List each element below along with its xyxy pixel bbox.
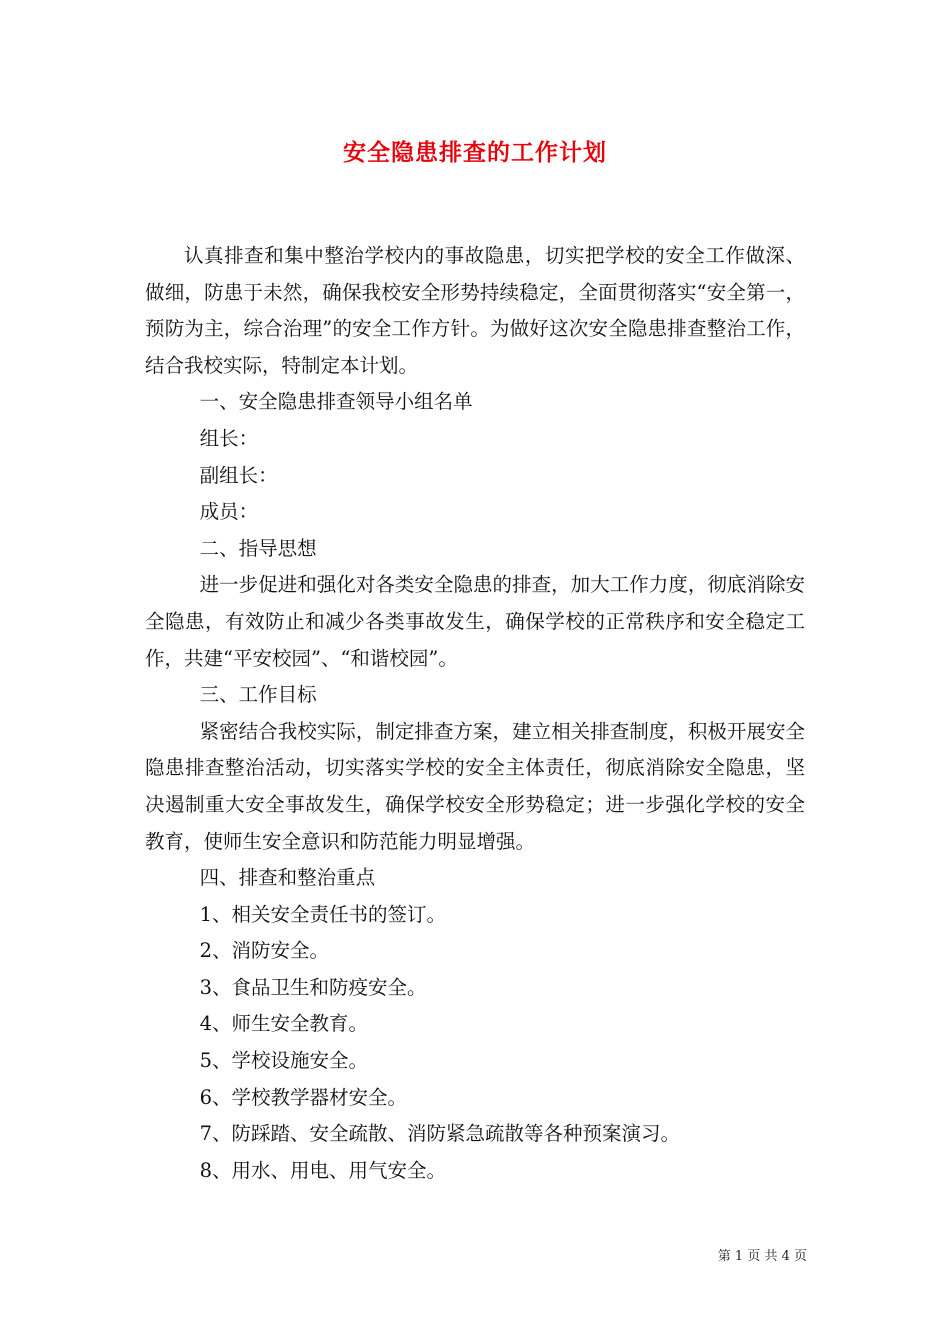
list-item: 3、食品卫生和防疫安全。 <box>199 975 427 999</box>
section-heading-1: 一、安全隐患排查领导小组名单 <box>199 390 473 414</box>
list-item: 5、学校设施安全。 <box>199 1049 369 1073</box>
document-title: 安全隐患排查的工作计划 <box>343 140 607 166</box>
list-item: 4、师生安全教育。 <box>199 1012 369 1036</box>
list-item: 2、消防安全。 <box>199 939 330 963</box>
list-item: 6、学校教学器材安全。 <box>199 1085 408 1109</box>
section-heading-2: 二、指导思想 <box>199 536 317 560</box>
list-item: 1、相关安全责任书的签订。 <box>199 902 447 926</box>
work-goal-paragraph: 紧密结合我校实际，制定排查方案，建立相关排查制度，积极开展安全隐患排查整治活动，切实落实学校的安全主体责任，彻底消除安全隐患，坚决遏制重大安全事故发生，确保学校安全形势稳定；进一步强化学校的安全教育，使师生安全意识和防范能力明显增强。 <box>145 719 805 853</box>
section-heading-4: 四、排查和整治重点 <box>199 866 376 890</box>
list-item: 8、用水、用电、用气安全。 <box>199 1158 447 1182</box>
intro-paragraph: 认真排查和集中整治学校内的事故隐患，切实把学校的安全工作做深、做细，防患于未然，确保我校安全形势持续稳定，全面贯彻落实“安全第一，预防为主，综合治理”的安全工作方针。为做好这次安全隐患排查整治工作，结合我校实际，特制定本计划。 <box>145 244 805 377</box>
members-line: 成员： <box>199 500 259 524</box>
leader-line: 组长： <box>199 426 259 450</box>
section-heading-3: 三、工作目标 <box>199 683 317 707</box>
guiding-thought-paragraph: 进一步促进和强化对各类安全隐患的排查，加大工作力度，彻底消除安全隐患，有效防止和减少各类事故发生，确保学校的正常秩序和安全稳定工作，共建“平安校园”、“和谐校园”。 <box>145 573 805 670</box>
page-number: 第 1 页 共 4 页 <box>717 1249 807 1264</box>
list-item: 7、防踩踏、安全疏散、消防紧急疏散等各种预案演习。 <box>199 1122 681 1146</box>
document-body <box>145 238 805 1189</box>
deputy-leader-line: 副组长： <box>199 463 278 487</box>
